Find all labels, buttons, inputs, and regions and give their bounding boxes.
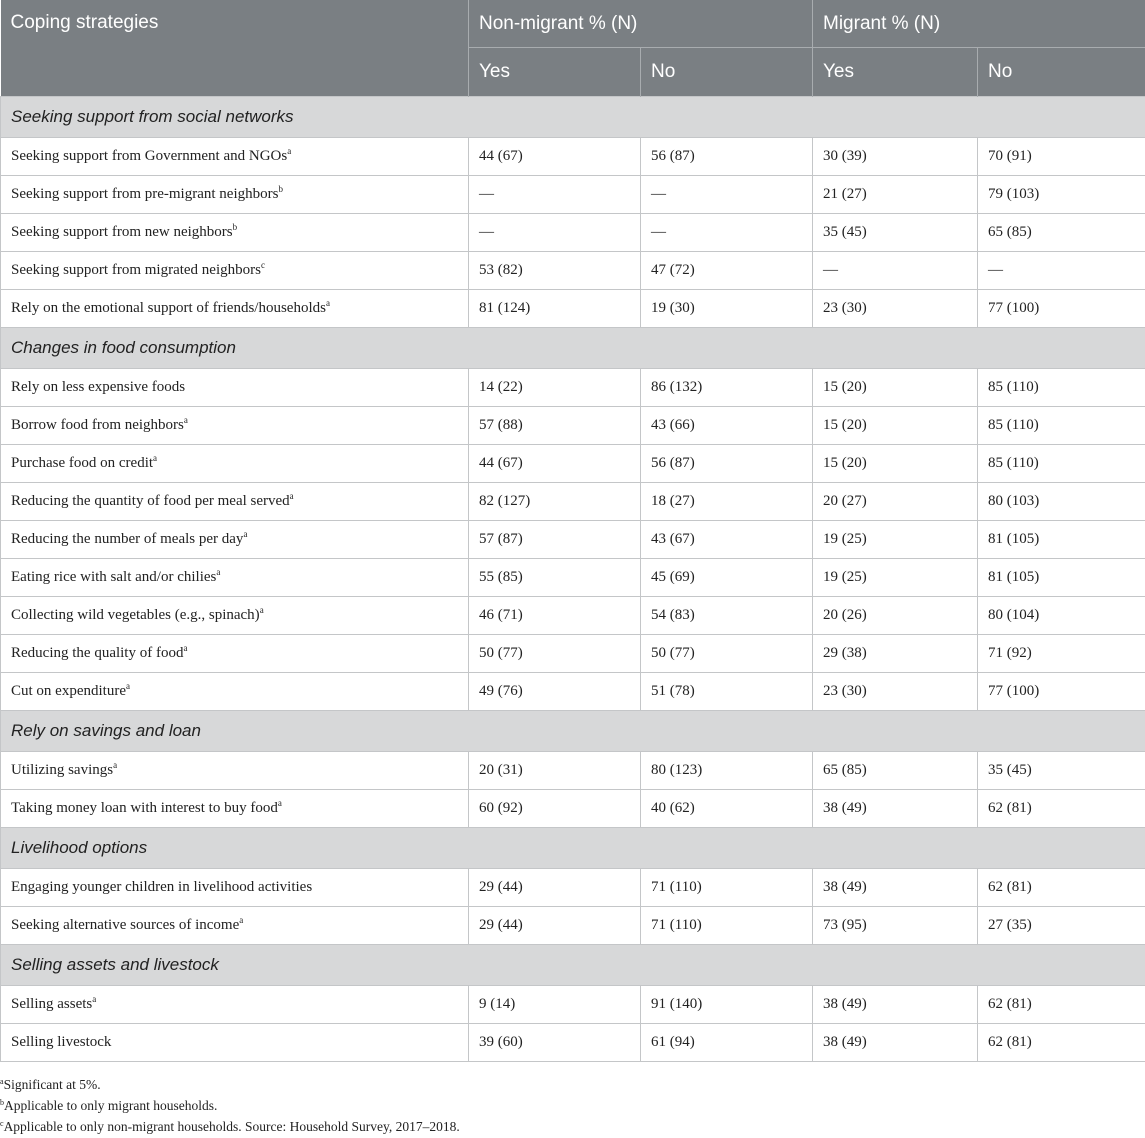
table-row bbox=[1, 138, 1145, 176]
non-migrant-yes-cell: — bbox=[469, 176, 641, 214]
non-migrant-no-cell: 71 (110) bbox=[641, 907, 813, 945]
footnote bbox=[0, 1116, 460, 1137]
table-row bbox=[1, 176, 1145, 214]
table-row bbox=[1, 752, 1145, 790]
strategy-label: Selling assets bbox=[11, 996, 93, 1012]
section-header-row bbox=[1, 711, 1145, 752]
strategy-label: Cut on expenditure bbox=[11, 683, 126, 699]
table-row bbox=[1, 214, 1145, 252]
strategy-label: Utilizing savings bbox=[11, 762, 114, 778]
non-migrant-no-cell: 80 (123) bbox=[641, 752, 813, 790]
non-migrant-yes-cell: 55 (85) bbox=[469, 559, 641, 597]
footnote bbox=[0, 1095, 460, 1116]
non-migrant-yes-cell: 46 (71) bbox=[469, 597, 641, 635]
strategy-label: Reducing the number of meals per day bbox=[11, 531, 244, 547]
migrant-no-cell: 85 (110) bbox=[978, 407, 1145, 445]
strategy-cell bbox=[1, 790, 469, 828]
non-migrant-no-cell: 54 (83) bbox=[641, 597, 813, 635]
section-title: Changes in food consumption bbox=[1, 328, 1145, 369]
non-migrant-yes-cell: 44 (67) bbox=[469, 138, 641, 176]
migrant-no-cell: — bbox=[978, 252, 1145, 290]
strategy-cell bbox=[1, 635, 469, 673]
non-migrant-no-cell: 50 (77) bbox=[641, 635, 813, 673]
header-migrant-no: No bbox=[978, 48, 1145, 97]
migrant-yes-cell: 73 (95) bbox=[813, 907, 978, 945]
table-row bbox=[1, 483, 1145, 521]
strategy-cell bbox=[1, 559, 469, 597]
strategy-cell bbox=[1, 369, 469, 407]
non-migrant-yes-cell: 29 (44) bbox=[469, 869, 641, 907]
migrant-no-cell: 35 (45) bbox=[978, 752, 1145, 790]
table-footnotes bbox=[0, 1074, 460, 1137]
section-header-row bbox=[1, 945, 1145, 986]
non-migrant-no-cell: 40 (62) bbox=[641, 790, 813, 828]
migrant-yes-cell: 15 (20) bbox=[813, 407, 978, 445]
non-migrant-yes-cell: 57 (87) bbox=[469, 521, 641, 559]
strategy-label: Reducing the quantity of food per meal served bbox=[11, 493, 290, 509]
non-migrant-yes-cell: — bbox=[469, 214, 641, 252]
migrant-no-cell: 62 (81) bbox=[978, 986, 1145, 1024]
table-row bbox=[1, 445, 1145, 483]
migrant-no-cell: 70 (91) bbox=[978, 138, 1145, 176]
migrant-no-cell: 81 (105) bbox=[978, 521, 1145, 559]
strategy-cell bbox=[1, 986, 469, 1024]
migrant-yes-cell: 19 (25) bbox=[813, 521, 978, 559]
non-migrant-no-cell: 56 (87) bbox=[641, 138, 813, 176]
strategy-label: Seeking support from Government and NGOs bbox=[11, 148, 288, 164]
strategy-cell bbox=[1, 445, 469, 483]
strategy-label: Seeking support from migrated neighbors bbox=[11, 262, 261, 278]
section-title: Rely on savings and loan bbox=[1, 711, 1145, 752]
non-migrant-yes-cell: 39 (60) bbox=[469, 1024, 641, 1062]
strategy-cell bbox=[1, 1024, 469, 1062]
migrant-no-cell: 62 (81) bbox=[978, 869, 1145, 907]
migrant-yes-cell: 35 (45) bbox=[813, 214, 978, 252]
strategy-cell bbox=[1, 290, 469, 328]
non-migrant-no-cell: 86 (132) bbox=[641, 369, 813, 407]
non-migrant-no-cell: 61 (94) bbox=[641, 1024, 813, 1062]
migrant-no-cell: 62 (81) bbox=[978, 790, 1145, 828]
footnote-marker: a bbox=[277, 798, 282, 808]
non-migrant-no-cell: — bbox=[641, 214, 813, 252]
footnote-marker: a bbox=[153, 453, 158, 463]
header-migrant-yes: Yes bbox=[813, 48, 978, 97]
migrant-no-cell: 27 (35) bbox=[978, 907, 1145, 945]
table-body bbox=[1, 97, 1145, 1062]
migrant-no-cell: 80 (103) bbox=[978, 483, 1145, 521]
strategy-cell bbox=[1, 138, 469, 176]
non-migrant-yes-cell: 82 (127) bbox=[469, 483, 641, 521]
section-header-row bbox=[1, 828, 1145, 869]
header-non-migrant-no: No bbox=[641, 48, 813, 97]
migrant-yes-cell: 15 (20) bbox=[813, 445, 978, 483]
non-migrant-no-cell: 45 (69) bbox=[641, 559, 813, 597]
footnote-mark: a bbox=[0, 1077, 4, 1086]
strategy-label: Rely on the emotional support of friends/households bbox=[11, 300, 326, 316]
migrant-yes-cell: 38 (49) bbox=[813, 986, 978, 1024]
migrant-no-cell: 77 (100) bbox=[978, 290, 1145, 328]
footnote-mark: b bbox=[0, 1098, 4, 1107]
table-row bbox=[1, 635, 1145, 673]
footnote-mark: c bbox=[0, 1119, 4, 1128]
strategy-label: Purchase food on credit bbox=[11, 455, 154, 471]
non-migrant-no-cell: 51 (78) bbox=[641, 673, 813, 711]
table-row bbox=[1, 521, 1145, 559]
strategy-label: Engaging younger children in livelihood activities bbox=[11, 879, 313, 895]
non-migrant-no-cell: 71 (110) bbox=[641, 869, 813, 907]
strategy-label: Seeking alternative sources of income bbox=[11, 917, 240, 933]
migrant-yes-cell: 23 (30) bbox=[813, 290, 978, 328]
migrant-yes-cell: 20 (27) bbox=[813, 483, 978, 521]
migrant-no-cell: 81 (105) bbox=[978, 559, 1145, 597]
header-coping-strategies: Coping strategies bbox=[1, 0, 469, 97]
strategy-cell bbox=[1, 752, 469, 790]
footnote-marker: a bbox=[183, 643, 188, 653]
header-non-migrant: Non-migrant % (N) bbox=[469, 0, 813, 48]
header-migrant: Migrant % (N) bbox=[813, 0, 1145, 48]
footnote-marker: a bbox=[287, 146, 292, 156]
footnote-marker: a bbox=[113, 760, 118, 770]
non-migrant-no-cell: 43 (66) bbox=[641, 407, 813, 445]
strategy-cell bbox=[1, 176, 469, 214]
footnote-marker: a bbox=[243, 529, 248, 539]
footnote-marker: a bbox=[92, 994, 97, 1004]
non-migrant-yes-cell: 50 (77) bbox=[469, 635, 641, 673]
non-migrant-no-cell: — bbox=[641, 176, 813, 214]
migrant-no-cell: 65 (85) bbox=[978, 214, 1145, 252]
non-migrant-no-cell: 91 (140) bbox=[641, 986, 813, 1024]
table-row bbox=[1, 597, 1145, 635]
migrant-yes-cell: 15 (20) bbox=[813, 369, 978, 407]
strategy-label: Taking money loan with interest to buy food bbox=[11, 800, 278, 816]
strategy-cell bbox=[1, 214, 469, 252]
migrant-yes-cell: 21 (27) bbox=[813, 176, 978, 214]
footnote bbox=[0, 1074, 460, 1095]
table-header bbox=[1, 0, 1145, 97]
table-row bbox=[1, 790, 1145, 828]
section-title: Livelihood options bbox=[1, 828, 1145, 869]
strategy-label: Seeking support from new neighbors bbox=[11, 224, 233, 240]
migrant-yes-cell: 38 (49) bbox=[813, 790, 978, 828]
header-non-migrant-yes: Yes bbox=[469, 48, 641, 97]
strategy-cell bbox=[1, 869, 469, 907]
footnote-marker: b bbox=[232, 222, 238, 232]
strategy-label: Reducing the quality of food bbox=[11, 645, 184, 661]
non-migrant-yes-cell: 29 (44) bbox=[469, 907, 641, 945]
footnote-marker: a bbox=[289, 491, 294, 501]
migrant-no-cell: 62 (81) bbox=[978, 1024, 1145, 1062]
strategy-label: Selling livestock bbox=[11, 1034, 112, 1050]
non-migrant-yes-cell: 44 (67) bbox=[469, 445, 641, 483]
non-migrant-yes-cell: 49 (76) bbox=[469, 673, 641, 711]
strategy-label: Borrow food from neighbors bbox=[11, 417, 184, 433]
non-migrant-no-cell: 56 (87) bbox=[641, 445, 813, 483]
strategy-cell bbox=[1, 407, 469, 445]
non-migrant-yes-cell: 20 (31) bbox=[469, 752, 641, 790]
non-migrant-yes-cell: 9 (14) bbox=[469, 986, 641, 1024]
strategy-cell bbox=[1, 597, 469, 635]
non-migrant-yes-cell: 53 (82) bbox=[469, 252, 641, 290]
table-row bbox=[1, 252, 1145, 290]
migrant-yes-cell: — bbox=[813, 252, 978, 290]
table-row bbox=[1, 673, 1145, 711]
non-migrant-yes-cell: 14 (22) bbox=[469, 369, 641, 407]
migrant-yes-cell: 38 (49) bbox=[813, 869, 978, 907]
section-title: Selling assets and livestock bbox=[1, 945, 1145, 986]
migrant-yes-cell: 29 (38) bbox=[813, 635, 978, 673]
section-header-row bbox=[1, 97, 1145, 138]
table-row bbox=[1, 1024, 1145, 1062]
migrant-yes-cell: 65 (85) bbox=[813, 752, 978, 790]
table-row bbox=[1, 986, 1145, 1024]
table-row bbox=[1, 869, 1145, 907]
strategy-cell bbox=[1, 252, 469, 290]
migrant-no-cell: 79 (103) bbox=[978, 176, 1145, 214]
footnote-marker: a bbox=[216, 567, 221, 577]
footnote-text: Applicable to only migrant households. bbox=[4, 1098, 218, 1113]
footnote-marker: a bbox=[183, 415, 188, 425]
migrant-no-cell: 71 (92) bbox=[978, 635, 1145, 673]
strategy-label: Eating rice with salt and/or chilies bbox=[11, 569, 217, 585]
table-row bbox=[1, 407, 1145, 445]
migrant-no-cell: 80 (104) bbox=[978, 597, 1145, 635]
strategy-label: Seeking support from pre-migrant neighbors bbox=[11, 186, 279, 202]
table-row bbox=[1, 559, 1145, 597]
non-migrant-no-cell: 43 (67) bbox=[641, 521, 813, 559]
migrant-yes-cell: 30 (39) bbox=[813, 138, 978, 176]
table-row bbox=[1, 290, 1145, 328]
footnote-marker: a bbox=[125, 681, 130, 691]
table-row bbox=[1, 907, 1145, 945]
footnote-marker: a bbox=[239, 915, 244, 925]
strategy-label: Rely on less expensive foods bbox=[11, 379, 186, 395]
footnote-marker: c bbox=[260, 260, 265, 270]
footnote-marker: b bbox=[278, 184, 283, 194]
section-title: Seeking support from social networks bbox=[1, 97, 1145, 138]
footnote-marker: a bbox=[325, 298, 330, 308]
migrant-no-cell: 85 (110) bbox=[978, 369, 1145, 407]
non-migrant-yes-cell: 81 (124) bbox=[469, 290, 641, 328]
non-migrant-no-cell: 47 (72) bbox=[641, 252, 813, 290]
migrant-no-cell: 77 (100) bbox=[978, 673, 1145, 711]
table-row bbox=[1, 369, 1145, 407]
strategy-cell bbox=[1, 907, 469, 945]
footnote-marker: a bbox=[259, 605, 264, 615]
section-header-row bbox=[1, 328, 1145, 369]
non-migrant-yes-cell: 57 (88) bbox=[469, 407, 641, 445]
footnote-text: Significant at 5%. bbox=[3, 1077, 101, 1092]
non-migrant-no-cell: 19 (30) bbox=[641, 290, 813, 328]
migrant-yes-cell: 19 (25) bbox=[813, 559, 978, 597]
footnote-text: Applicable to only non-migrant households. Source: Household Survey, 2017–2018. bbox=[3, 1119, 460, 1134]
migrant-yes-cell: 38 (49) bbox=[813, 1024, 978, 1062]
non-migrant-yes-cell: 60 (92) bbox=[469, 790, 641, 828]
strategy-cell bbox=[1, 673, 469, 711]
migrant-yes-cell: 20 (26) bbox=[813, 597, 978, 635]
migrant-no-cell: 85 (110) bbox=[978, 445, 1145, 483]
strategy-cell bbox=[1, 521, 469, 559]
non-migrant-no-cell: 18 (27) bbox=[641, 483, 813, 521]
strategy-cell bbox=[1, 483, 469, 521]
migrant-yes-cell: 23 (30) bbox=[813, 673, 978, 711]
strategy-label: Collecting wild vegetables (e.g., spinach) bbox=[11, 607, 260, 623]
